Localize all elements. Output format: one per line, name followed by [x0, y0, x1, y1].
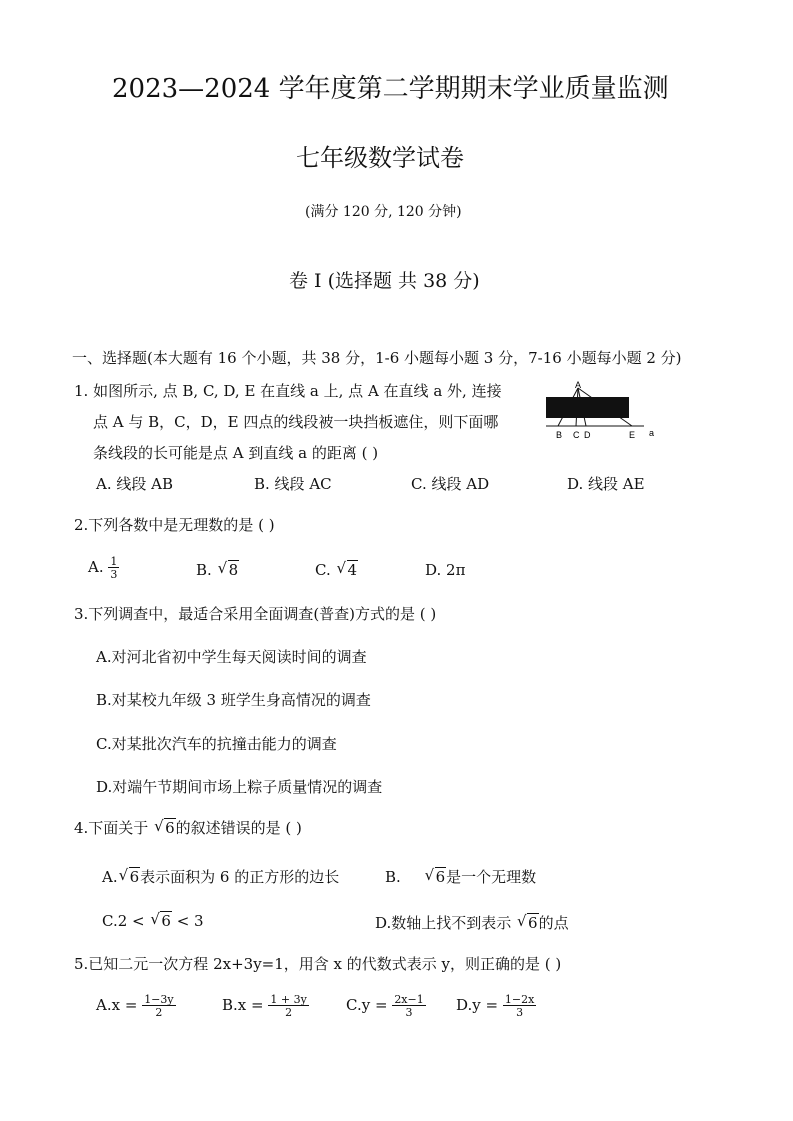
- baffle-board: [546, 397, 629, 418]
- q2-stem: 2.下列各数中是无理数的是 ( ): [74, 516, 275, 534]
- fraction-denominator: 3: [392, 1005, 425, 1018]
- q1-option-c[interactable]: C. 线段 AD: [411, 475, 490, 493]
- q2-option-c-prefix: C.: [315, 561, 331, 579]
- q4-stem-pre: 4.下面关于: [74, 819, 149, 837]
- q4-option-c-post: < 3: [176, 912, 204, 930]
- sqrt-icon: [518, 914, 539, 932]
- q3-option-d[interactable]: D.对端午节期间市场上粽子质量情况的调查: [96, 778, 383, 796]
- q4-option-a-prefix: A.: [102, 868, 118, 886]
- sqrt-icon: [426, 868, 447, 886]
- q2-option-b-prefix: B.: [196, 561, 212, 579]
- fraction-numerator: 1−2x: [504, 993, 535, 1006]
- label-point-b: B: [556, 430, 563, 440]
- sqrt-icon: [219, 561, 240, 579]
- fraction-denominator: 3: [503, 1005, 536, 1018]
- sqrt-icon: [338, 561, 359, 579]
- q5-option-a[interactable]: [96, 994, 176, 1018]
- fraction-numerator: 1: [110, 555, 118, 568]
- label-point-c: C: [573, 430, 580, 440]
- label-line-a: a: [649, 428, 655, 438]
- q5-option-c-prefix: C.y =: [346, 996, 388, 1014]
- q3-option-a[interactable]: A.对河北省初中学生每天阅读时间的调查: [96, 648, 367, 666]
- fraction-numerator: 1−3y: [144, 993, 174, 1006]
- q5-stem: 5.已知二元一次方程 2x+3y=1，用含 x 的代数式表示 y，则正确的是 ( ): [74, 955, 562, 973]
- sqrt-icon: [120, 868, 141, 886]
- q1-stem-line-3: 条线段的长可能是点 A 到直线 a 的距离 ( ): [93, 444, 379, 462]
- q4-option-b[interactable]: [385, 866, 536, 887]
- exam-subtitle: 七年级数学试卷: [296, 144, 464, 172]
- q4-option-a-radicand: 6: [129, 868, 140, 886]
- fraction-numerator: 1 + 3y: [270, 993, 307, 1006]
- q4-option-a-text: 表示面积为 6 的正方形的边长: [140, 868, 340, 886]
- section-title: 卷 I (选择题 共 38 分): [289, 270, 480, 292]
- q2-option-b-radicand: 8: [228, 561, 239, 579]
- q4-option-c-radicand: 6: [161, 912, 171, 930]
- q5-option-a-fraction: [142, 994, 175, 1018]
- q2-option-c-radicand: 4: [347, 561, 358, 579]
- q1-option-d[interactable]: D. 线段 AE: [567, 475, 645, 493]
- label-point-e: E: [629, 430, 636, 440]
- q3-option-b[interactable]: B.对某校九年级 3 班学生身高情况的调查: [96, 691, 371, 709]
- q4-option-d-pre: D.数轴上找不到表示: [375, 914, 512, 932]
- exam-title: 2023—2024 学年度第二学期期末学业质量监测: [112, 74, 669, 104]
- q2-option-a-fraction: [108, 556, 119, 580]
- q5-option-b-prefix: B.x =: [222, 996, 264, 1014]
- q1-stem-line-1: 1. 如图所示, 点 B, C, D, E 在直线 a 上, 点 A 在直线 a 外, 连接: [74, 382, 502, 400]
- q5-option-a-prefix: A.x =: [96, 996, 138, 1014]
- q4-option-d-radicand: 6: [528, 914, 538, 932]
- fraction-denominator: 3: [110, 568, 118, 581]
- score-note: (满分 120 分, 120 分钟): [305, 204, 462, 220]
- part-heading: 一、选择题(本大题有 16 个小题，共 38 分，1-6 小题每小题 3 分，7-16 小题每小题 2 分): [72, 349, 682, 367]
- q4-option-c-pre: C.2 <: [102, 912, 145, 930]
- label-point-d: D: [584, 430, 591, 440]
- fraction-denominator: 2: [268, 1005, 308, 1018]
- q1-option-a[interactable]: A. 线段 AB: [96, 475, 173, 493]
- q4-option-b-radicand: 6: [435, 868, 446, 886]
- q4-option-d-post: 的点: [538, 914, 569, 932]
- q3-stem: 3.下列调查中，最适合采用全面调查(普查)方式的是 ( ): [74, 605, 437, 623]
- q4-stem-post: 的叙述错误的是 ( ): [175, 819, 302, 837]
- q4-option-b-prefix: B.: [385, 868, 401, 886]
- q5-option-c[interactable]: [346, 994, 426, 1018]
- q5-option-d-prefix: D.y =: [456, 996, 499, 1014]
- q4-stem: [74, 817, 302, 838]
- q2-option-b[interactable]: [196, 561, 239, 579]
- sqrt-icon: [151, 912, 172, 930]
- q5-option-d-fraction: [503, 994, 536, 1018]
- q5-option-c-fraction: [392, 994, 425, 1018]
- label-point-a: A: [575, 380, 582, 390]
- q1-option-b[interactable]: B. 线段 AC: [254, 475, 332, 493]
- q5-option-b-fraction: [268, 994, 308, 1018]
- q4-option-b-text: 是一个无理数: [446, 868, 537, 886]
- q3-option-c[interactable]: C.对某批次汽车的抗撞击能力的调查: [96, 735, 337, 753]
- sqrt-icon: [155, 819, 176, 837]
- q1-figure: [540, 376, 665, 444]
- q2-option-a-prefix: A.: [88, 558, 104, 576]
- q5-option-b[interactable]: [222, 994, 309, 1018]
- q2-option-d[interactable]: D. 2π: [425, 561, 466, 579]
- q4-stem-radicand: 6: [165, 819, 175, 837]
- fraction-numerator: 2x−1: [394, 993, 424, 1006]
- q2-option-c[interactable]: [315, 561, 358, 579]
- fraction-denominator: 2: [142, 1005, 175, 1018]
- q4-option-a[interactable]: [102, 866, 339, 887]
- q4-option-c[interactable]: [102, 912, 204, 930]
- q5-option-d[interactable]: [456, 994, 536, 1018]
- q2-option-a[interactable]: [88, 556, 119, 580]
- q1-stem-line-2: 点 A 与 B，C，D，E 四点的线段被一块挡板遮住，则下面哪: [93, 413, 499, 431]
- q4-option-d[interactable]: [375, 912, 569, 933]
